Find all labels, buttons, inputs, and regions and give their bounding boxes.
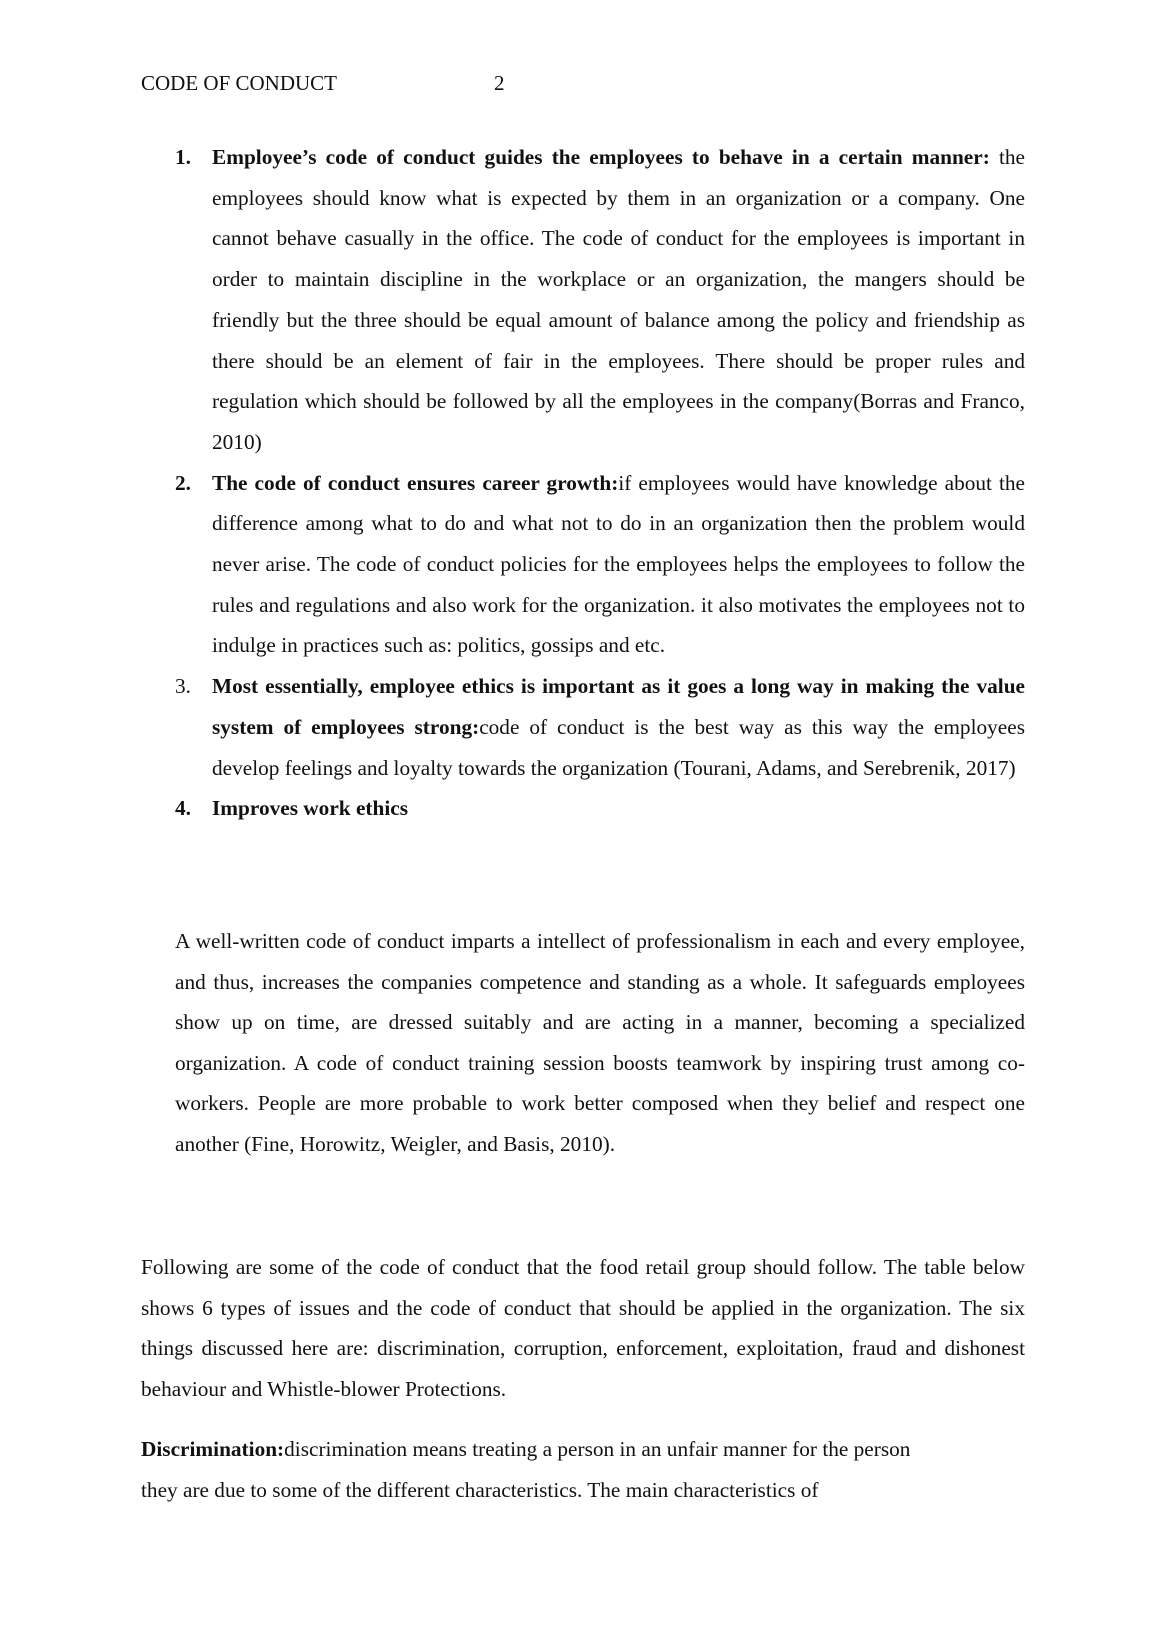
discrimination-paragraph [141,1429,1001,1510]
list-item-heading: Improves work ethics [212,796,408,821]
list-item-text: if employees would have knowledge about the difference among what to do and what not to do in an organization then the problem would never arise. The code of conduct policies for the employees helps the employees to follow the rules and regulations and also work for the organization. it also motivates the employees not to indulge in practices such as: politics, gossips and etc. [212,470,1026,658]
header-title: CODE OF CONDUCT [141,71,338,95]
list-item-heading: The code of conduct ensures career growth: [212,470,619,495]
list-item-text: the employees should know what is expected by them in an organization or a company. One cannot behave casually in the office. The code of conduct for the employees is important in order to maintain discipline in the workplace or an organization, the mangers should be friendly but the three should be equal amount of balance among the policy and friendship as there should be an element of fair in the employees. There should be proper rules and regulation which should be followed by all the employees in the company(Borras and Franco, 2010) [212,145,1025,454]
running-header [141,68,505,98]
numbered-list [175,137,1025,829]
list-item [175,666,1025,788]
discrimination-heading: Discrimination: [141,1437,285,1461]
intro-paragraph: Following are some of the code of conduct that the food retail group should follow. The table below shows 6 types of issues and the code of conduct that should be applied in the organization. The six things discussed here are: discrimination, corruption, enforcement, exploitation, fraud and dishonest behaviour and Whistle-blower Protections. [141,1255,1025,1401]
list-item-number: 2. [175,470,191,495]
list-item [175,137,1025,463]
page-number: 2 [494,71,505,95]
list-item-number: 3. [175,674,191,699]
list-item-heading: Most essentially, employee ethics is important as it goes a long way in making the value system of employees strong: [212,674,1025,739]
list-item-number: 4. [175,796,191,821]
list-item-number: 1. [175,145,191,169]
list-item-text: code of conduct is the best way as this way the employees develop feelings and loyalty towards the organization (Tourani, Adams, and Serebrenik, 2017) [212,714,1025,780]
list-item-heading: Employee’s code of conduct guides the employees to behave in a certain manner: [212,145,990,169]
list-item [175,788,1025,829]
discrimination-text-1: discrimination means treating a person in an unfair manner for the person [284,1437,911,1461]
work-ethics-paragraph: A well-written code of conduct imparts a intellect of professionalism in each and every employee, and thus, increases the companies competence and standing as a whole. It safeguards employees show up on time, are dressed suitably and are acting in a manner, becoming a specialized organization. A code of conduct training session boosts teamwork by inspiring trust among co-workers. People are more probable to work better composed when they belief and respect one another (Fine, Horowitz, Weigler, and Basis, 2010). [175,929,1025,1156]
discrimination-line-2: they are due to some of the different characteristics. The main characteristics of [141,1477,819,1502]
list-item [175,463,1025,667]
discrimination-line-1 [141,1429,1001,1470]
